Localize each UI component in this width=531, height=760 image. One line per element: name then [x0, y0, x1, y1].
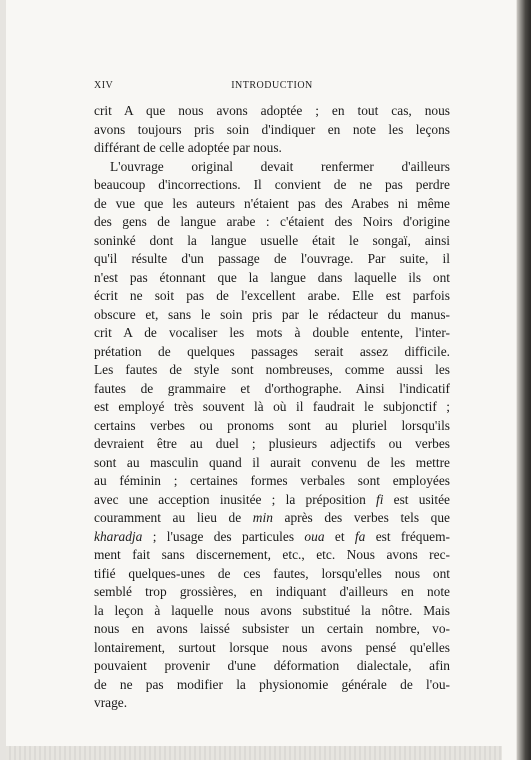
- text-span: différant de celle adoptée par nous.: [94, 140, 282, 155]
- text-span: Les fautes de style sont nombreuses, comme aussi les: [94, 362, 450, 377]
- text-span: devraient être au duel ; plusieurs adjectifs ou verbes: [94, 436, 450, 451]
- text-span: soninké dont la langue usuelle était le songaï, ainsi: [94, 232, 450, 248]
- italic-term: fi: [375, 491, 384, 507]
- text-span: L'ouvrage original devait renfermer d'ailleurs: [110, 158, 450, 174]
- text-line: [94, 398, 450, 417]
- text-line: [94, 620, 450, 639]
- text-span: fautes de grammaire et d'orthographe. Ainsi l'indicatif: [94, 380, 450, 396]
- text-span: des gens de langue arabe : c'étaient des Noirs d'origine: [94, 214, 450, 229]
- text-line: [94, 583, 450, 602]
- text-span: écrit ne soit pas de l'excellent arabe. Elle est parfois: [94, 288, 450, 303]
- text-line: [94, 232, 450, 251]
- italic-term: kharadja: [94, 528, 143, 544]
- text-span: crit A que nous avons adoptée ; en tout cas, nous: [94, 103, 450, 118]
- text-line: [94, 417, 450, 436]
- text-span: pouvaient provenir d'une déformation dialectale, afin: [94, 658, 450, 673]
- text-line: [94, 102, 450, 121]
- page-bottom-edge: [6, 746, 502, 760]
- book-page: [6, 0, 516, 760]
- text-span: est fréquem-: [365, 528, 450, 544]
- text-line: [94, 454, 450, 473]
- text-span: de ne pas modifier la physionomie générale de l'ou-: [94, 676, 450, 692]
- text-span: vrage.: [94, 695, 128, 710]
- text-span: et: [324, 528, 355, 544]
- page-number: XIV: [94, 80, 114, 91]
- text-line: [94, 546, 450, 565]
- text-span: avec une acception inusitée ; la préposition: [94, 491, 376, 507]
- text-span: obscure et, sans le soin pris par le rédacteur du manus-: [94, 306, 450, 322]
- text-line: [94, 361, 450, 380]
- text-line: [94, 139, 450, 158]
- text-span: au féminin ; certaines formes verbales sont employées: [94, 473, 450, 488]
- text-span: prétation de quelques passages serait assez difficile.: [94, 343, 450, 359]
- text-span: tifié quelques-unes de ces fautes, lorsqu'elles nous ont: [94, 565, 450, 581]
- running-header: [94, 80, 450, 96]
- text-line: [94, 195, 450, 214]
- text-span: ment fait sans discernement, etc., etc. Nous avons rec-: [94, 547, 450, 562]
- text-span: de vue que les auteurs n'étaient pas des Arabes ni même: [94, 195, 450, 211]
- text-span: qu'il résulte d'un passage de l'ouvrage. Par suite, il: [94, 251, 450, 266]
- text-span: semblé trop grossières, en indiquant d'ailleurs en note: [94, 584, 450, 599]
- text-span: avons toujours pris soin d'indiquer en note les leçons: [94, 121, 450, 137]
- text-span: couramment au lieu de: [94, 510, 253, 525]
- text-line: [94, 269, 450, 288]
- text-line: [94, 565, 450, 584]
- text-line: [94, 306, 450, 325]
- text-line: [94, 694, 450, 713]
- text-line: [94, 602, 450, 621]
- text-line: [94, 121, 450, 140]
- text-line: [94, 324, 450, 343]
- text-line: [94, 472, 450, 491]
- text-span: après des verbes tels que: [272, 510, 450, 525]
- text-span: est usitée: [383, 491, 450, 507]
- text-span: n'est pas étonnant que la langue dans laquelle ils ont: [94, 269, 450, 285]
- text-line: [94, 491, 450, 510]
- text-span: la leçon à laquelle nous avons substitué la nôtre. Mais: [94, 602, 450, 618]
- text-span: ; l'usage des particules: [142, 528, 305, 544]
- text-span: nous en avons laissé subsister un certain nombre, vo-: [94, 621, 450, 636]
- text-line: [94, 676, 450, 695]
- text-line: [94, 176, 450, 195]
- italic-term: min: [252, 510, 273, 525]
- text-span: sont au masculin quand il aurait convenu de les mettre: [94, 454, 450, 470]
- italic-term: fa: [354, 528, 366, 544]
- text-line: [94, 343, 450, 362]
- text-line: [94, 213, 450, 232]
- text-span: lontairement, surtout lorsque nous avons pensé qu'elles: [94, 639, 450, 655]
- text-line: [94, 639, 450, 658]
- running-title: INTRODUCTION: [231, 80, 313, 91]
- body-text: [94, 102, 450, 713]
- text-span: certains verbes ou pronoms sont au pluriel lorsqu'ils: [94, 417, 450, 433]
- text-line: [94, 287, 450, 306]
- text-span: crit A de vocaliser les mots à double entente, l'inter-: [94, 325, 450, 340]
- text-line: [94, 509, 450, 528]
- text-line: [94, 435, 450, 454]
- text-line: [94, 380, 450, 399]
- text-line: [94, 158, 450, 177]
- book-spine-shadow: [517, 0, 531, 760]
- text-line: [94, 250, 450, 269]
- text-line: [94, 657, 450, 676]
- text-span: est employé très souvent là où il faudrait le subjonctif ;: [94, 399, 450, 414]
- italic-term: oua: [304, 528, 325, 544]
- text-line: [94, 528, 450, 547]
- text-span: beaucoup d'incorrections. Il convient de ne pas perdre: [94, 177, 450, 192]
